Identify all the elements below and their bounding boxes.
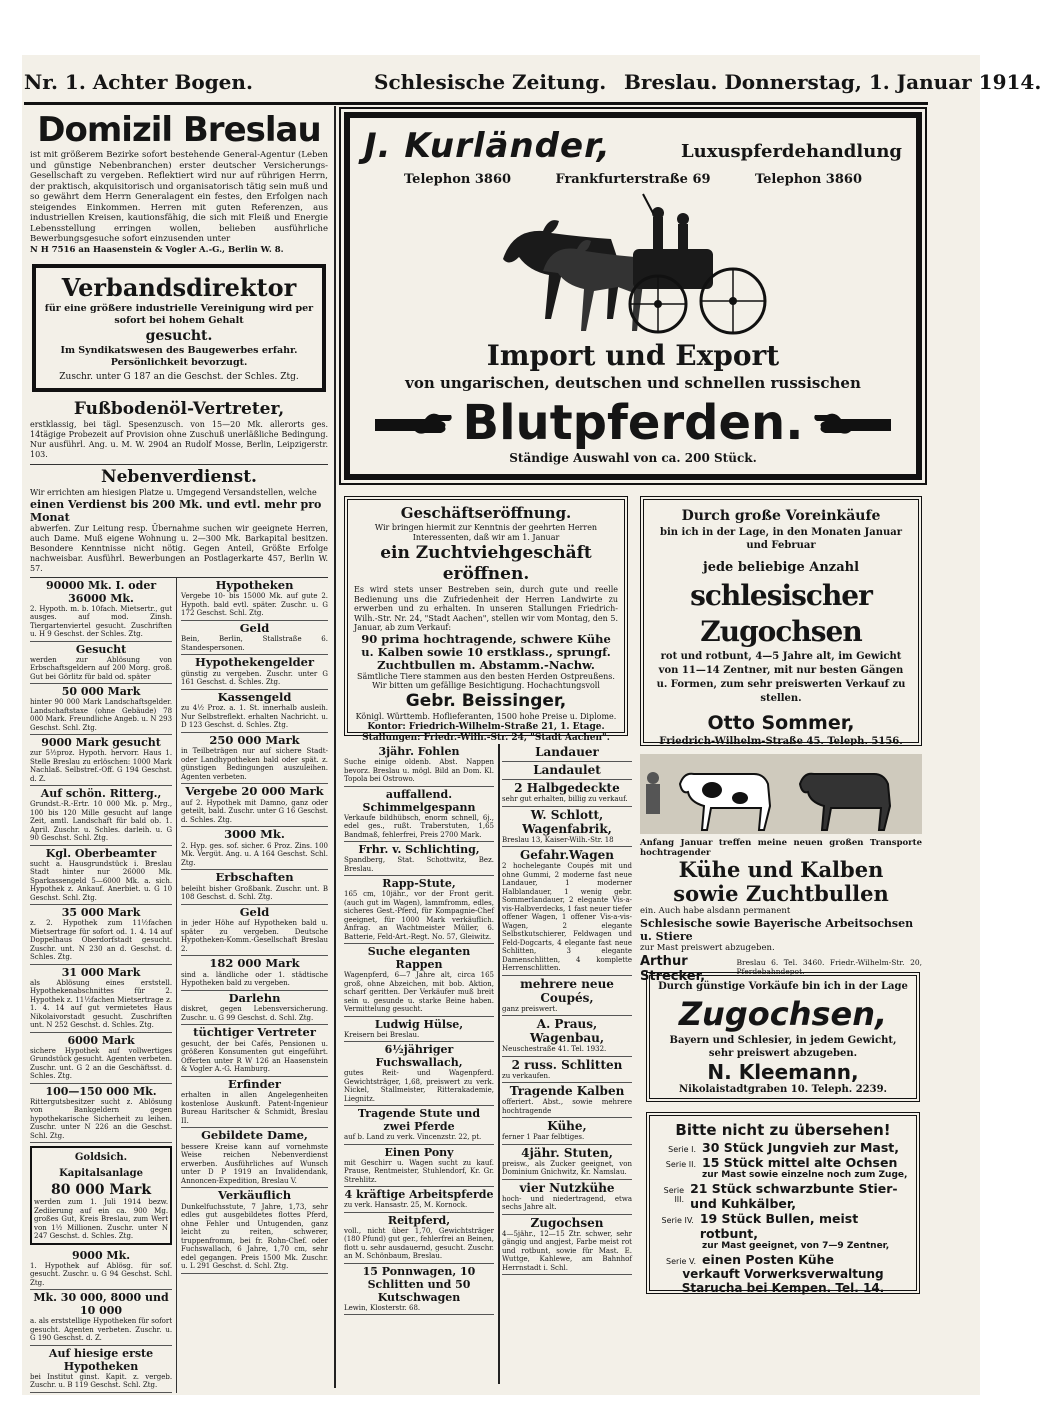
neben-ad bbox=[30, 464, 328, 574]
kurlaender-sub: von ungarischen, deutschen und schnellen russischen bbox=[405, 374, 861, 392]
classified-ad-text: sucht a. Hausgrundstück i. Breslau Stadt hinter nur 26000 Mk. Sparkassengeld 5—6000 Mk. a. sich. Hypothek z. Ankauf. Anerbiet. u. G 10 Geschst. Schl. Ztg. bbox=[30, 859, 173, 902]
classified-ad-headline: Ludwig Hülse, bbox=[374, 1017, 464, 1031]
classified-ad-text: 2. Hypoth. m. b. 10fach. Mietsertr., gut ausges. auf mod. Zinsh. Tiergartenviertel gesucht. Zuschriften u. H 9 Geschst. der Schles. Ztg. bbox=[30, 604, 173, 638]
classified-ad-text: bessere Kreise kann auf vornehmste Weise reichen Nebenverdienst erwerben. Ausführliches auf Wunsch unter D P 1919 an Invalidendank, Annoncen-Expedition, Breslau V. bbox=[181, 1142, 328, 1185]
classified-ad bbox=[30, 578, 172, 642]
classified-ad-headline: 50 000 Mark bbox=[61, 685, 141, 698]
classified-ad-text: zur 5½proz. Hypoth. hervorr. Haus 1. Stelle Breslau zu erlöschen: 1000 Mark Nachlaß. Selbstref.-Off. G 194 Geschst. d. Z. bbox=[30, 749, 173, 783]
classified-ad-text: beleiht bisher Großbank. Zuschr. unt. B 108 Geschst. d. Schl. Ztg. bbox=[181, 884, 328, 901]
classified-ad-headline: tüchtiger Vertreter bbox=[193, 1025, 316, 1039]
classified-ad bbox=[30, 846, 172, 906]
classified-ad-headline: Vergebe 20 000 Mark bbox=[185, 784, 324, 798]
classified-ad-text: voll., nicht über 1,70, Gewichtsträger (180 Pfund) gut ger., fehlerfrei an Beinen, flott u. sehr ausdauernd, gesucht. Zuschr. an M. Schönbaum, Breslau. bbox=[344, 1226, 494, 1260]
bitte-title: Bitte nicht zu übersehen! bbox=[675, 1121, 891, 1139]
classified-ad bbox=[181, 690, 328, 733]
kurlaender-contact-row bbox=[364, 172, 902, 187]
classified-ad-text: in jeder Höhe auf Hypotheken bald u. später zu vergeben. Deutsche Hypotheken-Komm.-Gesellschaft Breslau 2. bbox=[181, 919, 328, 953]
classified-ad-text: 1. Hypothek auf Ablösg. für sof. gesucht. Zuschr. u. G 94 Geschst. Schl. Ztg. bbox=[30, 1261, 173, 1287]
classified-ad-headline: Zugochsen bbox=[530, 1215, 604, 1230]
classified-ad-text: Verkaufe bildhübsch, enorm schnell, 6j., edel ges., rußt. Traberstuten, 1,65 Bandmaß, fehlerfrei, Preis 2700 Mark. bbox=[344, 813, 494, 839]
classified-ad-headline: Hypothekengelder bbox=[195, 655, 315, 669]
classified-ad-text: mit Geschirr u. Wagen sucht zu kauf. Prause, Rentmeister, Stuhlendorf, Kr. Gr. Strehlitz. bbox=[344, 1158, 494, 1184]
kurlaender-trade: Luxuspferdehandlung bbox=[680, 141, 902, 162]
classified-ad-headline: Geld bbox=[239, 620, 270, 635]
bitte-serie: Serie IV. bbox=[661, 1216, 694, 1225]
kurlaender-name: J. Kurländer, bbox=[364, 126, 611, 166]
classified-ad bbox=[181, 621, 328, 656]
fuss-title: Fußbodenöl-Vertreter, bbox=[73, 398, 285, 419]
horse-carriage-illustration bbox=[483, 189, 783, 339]
classified-ad-headline: Reitpferd, bbox=[387, 1213, 451, 1227]
kurlaender-import: Import und Export bbox=[486, 339, 780, 372]
classified-ad-headline: Frhr. v. Schlichting, bbox=[358, 843, 480, 856]
bitte-text: 30 Stück Jungvieh zur Mast, bbox=[702, 1140, 899, 1155]
bitte-text: zur Mast sowie einzelne noch zum Zuge, bbox=[702, 1170, 908, 1180]
classified-ad-text: gutes Reit- und Wagenpferd. Gewichtsträger, 1,68, preiswert zu verk. Nickel, Stallmeister, Ritterakademie, Liegnitz. bbox=[344, 1069, 494, 1103]
classified-ad-text: preisw., als Zucker geeignet, von Dominium Gnichwitz, Kr. Namslau. bbox=[502, 1159, 632, 1176]
classified-ad bbox=[502, 1057, 632, 1084]
classified-ad bbox=[181, 733, 328, 785]
classified-ad bbox=[30, 642, 172, 685]
domizil-ad bbox=[30, 110, 328, 256]
small-ads-rule bbox=[176, 578, 177, 1393]
classified-ad-text: hoch- und niedertragend, etwa sechs Jahre alt. bbox=[502, 1194, 632, 1211]
classified-ad-headline: Landaulet bbox=[533, 763, 601, 777]
kleemann-line: Bayern und Schlesier, in jedem Gewicht, sehr preiswert abzugeben. bbox=[669, 1035, 897, 1059]
classified-ad-text: Spandberg, Stat. Schottwitz, Bez. Breslau. bbox=[344, 856, 494, 873]
bitte-rows bbox=[658, 1140, 908, 1267]
classified-ad bbox=[30, 786, 172, 846]
classified-ad-text: diskret, gegen Lebensversicherung. Zuschr. u. G 99 Geschst. d. Schl. Ztg. bbox=[181, 1005, 328, 1022]
strecker-firm: Arthur Strecker, bbox=[640, 954, 706, 984]
classified-ad-text: 165 cm, 10jähr., vor der Front gerit. (auch gut im Wagen), lammfromm, edles, sicheres Gest.-Pferd, für Kompagnie-Chef geeignet, für 1000 Mark verkäuflich. Anfrag. an Wachtmeister Müller, 6. Batterie, Feld-Art.-Regt. No. 57, Gleiwitz. bbox=[344, 890, 494, 941]
gold-ad-title: Goldsich. Kapitalsanlage bbox=[59, 1152, 143, 1179]
classified-ad bbox=[30, 684, 172, 735]
verband-title: Verbandsdirektor bbox=[61, 272, 297, 302]
classified-ad-text: z. 2. Hypothek zum 11½fachen Mietsertrage für sofort od. 1. 4. 14 auf Doppelhaus Oberdorfstadt gesucht. Zuschr. unt. N 230 an d. Geschst. d. Schles. Ztg. bbox=[30, 919, 173, 961]
classified-ad-headline: 100—150 000 Mk. bbox=[45, 1084, 157, 1098]
classified-ad-text: werden zur Ablösung von Erbschaftsgeldern auf 200 Morg. groß. Gut bei Görlitz für bald od. später bbox=[30, 655, 173, 681]
classified-ad-text: hinter 90 000 Mark Landschaftsgelder. Landschaftstaxe (ohne Gebäude) 78 000 Mark. Freundliche Angeb. u. N 293 Geschst. Schl. Ztg. bbox=[30, 698, 173, 732]
kleemann-lead: Durch günstige Vorkäufe bin ich in der Lage bbox=[658, 981, 908, 992]
classified-ad bbox=[502, 744, 632, 762]
classified-ad-headline: Gebildete Dame, bbox=[201, 1128, 308, 1142]
classified-ad bbox=[502, 847, 632, 976]
classified-ad-text: günstig zu vergeben. Zuschr. unter G 161 Geschst. d. Schles. Ztg. bbox=[181, 669, 328, 686]
strecker-big1: Kühe und Kalben bbox=[678, 857, 884, 882]
classified-ad-text: Kreisern bei Breslau. bbox=[344, 1030, 420, 1039]
classified-ad-headline: 6½jähriger Fuchswallach, bbox=[375, 1043, 463, 1069]
classified-ad-headline: Landauer bbox=[535, 745, 599, 759]
classified-ad-text: in Teilbeträgen nur auf sichere Stadt- oder Landhypotheken bald oder spät. z. günstigen Bedingungen auszuleihen. Agenten verbeten. bbox=[181, 747, 328, 781]
classified-ad bbox=[181, 1025, 328, 1077]
bitte-text: 21 Stück schwarzbunte Stier- und Kuhkälber, bbox=[690, 1181, 898, 1211]
classified-ad-headline: 31 000 Mark bbox=[61, 965, 141, 979]
verband-line1: für eine größere industrielle Vereinigung wird per sofort bei hohem Gehalt bbox=[44, 302, 314, 326]
classified-ad-text: erhalten in allen Angelegenheiten kostenlose Auskunft. Patent-Ingenieur Bureau Haritscher & Schmidt, Breslau II. bbox=[181, 1091, 328, 1125]
classified-ad bbox=[30, 965, 172, 1033]
beissinger-body: Es wird stets unser Bestreben sein, durch gute und reelle Bedienung uns die Zufriedenheit der Herren Landwirte zu erwerben und zu erhalten. In unseren Stallungen Friedrich-Wilh.-Str. Nr. 24, "Stadt Aachen", stellen wir vom Montag, den 5. Januar, ab zum Verkauf: bbox=[354, 585, 618, 632]
classified-ad-text: Grundst.-R.-Ertr. 10 000 Mk. p. Mrg., 100 bis 120 Mille gesucht auf lange Zeit, amtl. Landschaft für bald ob. 1. April. Zuschr. u. Schles. darleih. u. G 90 Geschst. Schl. Ztg. bbox=[30, 800, 173, 842]
classified-ad-text: Rittergutsbesitzer sucht z. Ablösung von Bankgeldern gegen hypothekarische Sicherheit zu leihen. Zuschr. unter N 226 an die Geschst. Schl. Ztg. bbox=[30, 1097, 173, 1140]
sommer-ad bbox=[640, 496, 922, 746]
classified-ad-text: Neuschestraße 41. Tel. 1932. bbox=[502, 1045, 607, 1053]
classified-ad-headline: 9000 Mark gesucht bbox=[41, 736, 161, 749]
classified-ad-text: Wagenpferd, 6—7 Jahre alt, circa 165 groß, ohne Abzeichen, mit bob. Aktion, scharf geritten. Der Verkäufer muß breit sein u. gesunde u. starke Beine haben. Vermittelung gesucht. bbox=[344, 971, 494, 1013]
classified-ad-headline: vier Nutzkühe bbox=[519, 1180, 615, 1195]
classified-ad-headline: mehrere neue Coupés, bbox=[520, 976, 614, 1005]
kurlaender-stand: Ständige Auswahl von ca. 200 Stück. bbox=[509, 451, 757, 465]
bitte-row bbox=[658, 1181, 908, 1211]
classified-ad bbox=[181, 956, 328, 991]
beissinger-title: Geschäftseröffnung. bbox=[400, 504, 572, 522]
kurlaender-blut: Blutpferden. bbox=[462, 395, 804, 451]
classified-ad bbox=[30, 1084, 172, 1144]
bitte-text: einen Posten Kühe bbox=[702, 1252, 835, 1267]
classified-ad-headline: 6000 Mark bbox=[67, 1033, 135, 1047]
classified-ad bbox=[344, 1042, 494, 1106]
beissinger-bold: 90 prima hochtragende, schwere Kühe u. Kalben sowie 10 erstklass., sprungf. Zuchtbullen m. Abstamm.-Nachw. bbox=[361, 631, 611, 672]
beissinger-firm: Gebr. Beissinger, bbox=[405, 690, 567, 711]
classified-ad-headline: 2 Halbgedeckte bbox=[514, 781, 620, 795]
bitte-serie: Serie II. bbox=[665, 1160, 696, 1169]
verband-gesucht: gesucht. bbox=[145, 327, 213, 344]
classified-ad-text: ganz preiswert. bbox=[502, 1004, 558, 1013]
bitte-row bbox=[658, 1211, 908, 1241]
classified-ad-headline: Auf hiesige erste Hypotheken bbox=[48, 1346, 154, 1373]
classified-ad bbox=[181, 784, 328, 827]
sommer-addr: Friedrich-Wilhelm-Straße 45. Teleph. 5156. bbox=[659, 736, 903, 747]
classified-ad-headline: 2 russ. Schlitten bbox=[511, 1057, 623, 1072]
classified-ad bbox=[181, 991, 328, 1026]
classified-ad-text: Breslau 13, Kaiser-Wilh.-Str. 18 bbox=[502, 835, 614, 844]
classified-ad-headline: Gesucht bbox=[75, 642, 127, 656]
sommer-big: schlesischer Zugochsen bbox=[690, 579, 872, 648]
classified-ad-headline: Tragende Stute und zwei Pferde bbox=[357, 1107, 481, 1133]
sommer-line4: rot und rotbunt, 4—5 Jahre alt, im Gewicht von 11—14 Zentner, mit nur besten Gängen u. Formen, zum sehr preiswerten Verkauf zu stellen. bbox=[656, 651, 906, 704]
classified-ad-headline: Kühe, bbox=[547, 1119, 587, 1133]
kurlaender-ad bbox=[344, 112, 922, 480]
classified-ad-headline: Auf schön. Ritterg., bbox=[40, 787, 162, 800]
classified-ad-headline: 3000 Mk. bbox=[224, 827, 285, 841]
beissinger-ad bbox=[344, 496, 628, 743]
classified-ad bbox=[30, 1290, 172, 1346]
classified-ad-text: zu verk. Hansastr. 25, M. Kornock. bbox=[344, 1201, 468, 1209]
kurlaender-street: Frankfurterstraße 69 bbox=[555, 172, 711, 187]
classified-ad-text: zu verkaufen. bbox=[502, 1071, 551, 1080]
classified-ad-headline: 90000 Mk. I. oder 36000 Mk. bbox=[45, 578, 157, 605]
classified-ad bbox=[502, 1180, 632, 1215]
classified-ad bbox=[181, 578, 328, 621]
classified-ad bbox=[344, 787, 494, 843]
strecker-note2: zur Mast preiswert abzugeben. bbox=[640, 943, 775, 953]
classified-ad bbox=[344, 1213, 494, 1264]
horse-ads-column bbox=[344, 744, 494, 1394]
classified-ad-text: bei Institut ginst. Kapit. z. vergeb. Zuschr. u. B 119 Geschst. Schl. Ztg. bbox=[30, 1372, 173, 1389]
classified-ad bbox=[344, 744, 494, 787]
bitte-row bbox=[658, 1170, 908, 1181]
bitte-serie: Serie III. bbox=[663, 1186, 685, 1204]
bitte-row bbox=[658, 1155, 908, 1170]
classified-ad-text: 4—5jähr., 12—15 Ztr. schwer, sehr gängig und angjest, Farbe meist rot und rotbunt, sowie für Mast. E. Wuttge, Kahlewe, am Bahnhof Herrnstadt i. Schl. bbox=[502, 1229, 632, 1272]
classified-ad bbox=[30, 905, 172, 965]
classified-ad-headline: 4 kräftige Arbeitspferde bbox=[344, 1188, 494, 1201]
sommer-line1: Durch große Voreinkäufe bbox=[681, 508, 881, 524]
classified-ad-text: a. als erststellige Hypotheken für sofort gesucht. Agenten verbeten. Zuschr. u. G 190 Geschst. d. Z. bbox=[30, 1317, 173, 1342]
classified-ad-text: ferner 1 Paar felbtiges. bbox=[502, 1133, 585, 1141]
strecker-big2: sowie Zuchtbullen bbox=[673, 881, 889, 906]
classified-ad bbox=[502, 976, 632, 1017]
classified-ad-text: Vergebe 10- bis 15000 Mk. auf gute 2. Hypoth. bald evtl. später. Zuschr. u. G 172 Geschst. Schl. Ztg. bbox=[181, 592, 328, 617]
classified-ad-headline: Tragende Kalben bbox=[509, 1084, 625, 1098]
classified-ad-text: zu 4½ Proz. a. 1. St. innerhalb ausleih. Nur Selbstreflekt. erhalten Nachricht. u. D 123 Geschst. d. Schles. Ztg. bbox=[181, 704, 328, 729]
neben-body: abwerfen. Zur Leitung resp. Übernahme suchen wir geeignete Herren, auch Dame. Muß eigene Wohnung u. 2—300 Mk. Barkapital besitzen. Besondere Kenntnisse nicht nötig. Gegen Anteil, Größte Erfolge nachweisbar. Ausführl. Bewerbungen an Postlagerkarte 457, Berlin W. 57. bbox=[30, 523, 328, 573]
bitte-place: Starucha bei Kempen. Tel. 14. bbox=[681, 1281, 885, 1295]
kurlaender-tel-left: Telephon 3860 bbox=[404, 172, 512, 187]
classified-ad bbox=[181, 1077, 328, 1129]
classified-ad-headline: Erbschaften bbox=[215, 870, 294, 884]
pointing-hand-right-icon bbox=[373, 409, 453, 437]
kurlaender-title-row bbox=[364, 126, 902, 166]
beissinger-addr3: Stallungen: Friedr.-Wilh.-Str. 24, "Stadt Aachen". bbox=[362, 732, 610, 743]
classified-ad bbox=[30, 1248, 172, 1291]
classified-ad-headline: Kgl. Oberbeamter bbox=[45, 846, 157, 860]
kleemann-big: Zugochsen, bbox=[678, 995, 888, 1033]
kleemann-firm: N. Kleemann, bbox=[707, 1060, 859, 1084]
classified-ad-text: auf b. Land zu verk. Vincenzstr. 22, pt. bbox=[344, 1133, 482, 1141]
classified-ad-headline: Mk. 30 000, 8000 und 10 000 bbox=[33, 1291, 169, 1317]
gold-ad bbox=[30, 1146, 172, 1245]
classified-ad bbox=[344, 876, 494, 944]
strecker-note: ein. Auch habe alsdann permanent bbox=[640, 906, 791, 916]
bitte-vk: verkauft Vorwerksverwaltung bbox=[682, 1267, 884, 1281]
classified-ad bbox=[181, 655, 328, 690]
classified-ad bbox=[30, 735, 172, 786]
classified-ad bbox=[30, 1033, 172, 1084]
classified-ad bbox=[502, 1016, 632, 1057]
issue-number: Nr. 1. Achter Bogen. bbox=[24, 70, 253, 94]
classified-ad-headline: Kassengeld bbox=[217, 689, 292, 704]
classified-ad bbox=[181, 827, 328, 870]
fuss-body: erstklassig, bei tägl. Spesenzusch. von 15—20 Mk. allerorts ges. 14tägige Probezeit auf Provision ohne Zuschuß unerläßliche Bedingung. Nur ausführl. Ang. u. M. W. 2904 an Rudolf Mosse, Berlin, Leipzigerstr. 103. bbox=[30, 419, 328, 459]
classified-ad-text: Dunkelfuchsstute, 7 Jahre, 1,73, sehr edles gut ausgebildetes flottes Pferd, ohne Fehler und Untugenden, ganz leicht zu reiten, schwerer, truppenfromm, bei fr. Rohn-Chef. oder Fuchswallach, 6 Jahre, 1,70 cm, sehr edel gegangen. Preis 1500 Mk. Zuschr. u. L 291 Geschst. d. Schl. Ztg. bbox=[181, 1202, 328, 1270]
classified-ad bbox=[502, 780, 632, 807]
small-ads-right bbox=[181, 578, 328, 1393]
kurlaender-blut-row bbox=[364, 395, 902, 451]
classified-ad bbox=[344, 944, 494, 1017]
beissinger-addr2: Kontor: Friedrich-Wilhelm-Straße 21, 1. Etage. bbox=[367, 721, 605, 732]
bitte-row bbox=[658, 1252, 908, 1267]
classified-ad-headline: Geld bbox=[239, 904, 270, 919]
classified-ad bbox=[181, 1128, 328, 1188]
classified-ad bbox=[344, 1264, 494, 1316]
kurlaender-tel-right: Telephon 3860 bbox=[754, 172, 862, 187]
classified-ad bbox=[344, 1017, 494, 1043]
column-rule bbox=[334, 106, 336, 1388]
classified-ad-headline: 182 000 Mark bbox=[209, 956, 300, 970]
classified-ad-headline: 4jähr. Stuten, bbox=[521, 1145, 613, 1160]
classified-ad bbox=[181, 870, 328, 905]
classified-ad-headline: Rapp-Stute, bbox=[382, 877, 456, 890]
classified-ad-headline: 250 000 Mark bbox=[209, 732, 300, 747]
classified-ad-text: auf 2. Hypothek mit Damno, ganz oder geteilt, bald. Zuschr. unter G 16 Geschst. d. Schles. Ztg. bbox=[181, 798, 328, 824]
pointing-hand-left-icon bbox=[813, 409, 893, 437]
classified-ad bbox=[502, 1118, 632, 1145]
bitte-text: 15 Stück mittel alte Ochsen bbox=[702, 1155, 898, 1170]
beissinger-big: ein Zuchtviehgeschäft eröffnen. bbox=[380, 543, 592, 584]
gold-ad-body: werden zum 1. Juli 1914 bezw. Zediierung auf ein ca. 900 Mg. großes Gut, Kreis Breslau, zum Wert von 1½ Millionen. Zuschr. unter N 247 Geschst. d. Schles. Ztg. bbox=[34, 1198, 169, 1240]
classified-ad-headline: Darlehn bbox=[228, 990, 281, 1005]
classified-ad-headline: Suche eleganten Rappen bbox=[367, 945, 471, 971]
classified-ad bbox=[30, 1346, 172, 1393]
strecker-addr: Breslau 6. Tel. 3460. Friedr.-Wilhelm-Str. 20, Pferdebahndepot. bbox=[736, 958, 922, 976]
sommer-line2: bin ich in der Lage, in den Monaten Januar und Februar bbox=[659, 527, 903, 551]
bitte-ad bbox=[646, 1112, 920, 1294]
classified-ad bbox=[344, 842, 494, 876]
classified-ad-text: Bein, Berlin, Stallstraße 6. Standespersonen. bbox=[181, 635, 328, 652]
classified-ad-headline: 9000 Mk. bbox=[71, 1248, 131, 1262]
classified-ad-text: gesucht, der bei Cafés, Pensionen u. größeren Konsumenten gut eingeführt. Offerten unter R W 126 an Haasenstein & Vogler A.-G. Hamburg. bbox=[181, 1039, 328, 1073]
kleemann-addr: Nikolaistadtgraben 10. Teleph. 2239. bbox=[678, 1084, 888, 1095]
domizil-headline: Domizil Breslau bbox=[37, 110, 321, 150]
bitte-text: zur Mast geeignet, von 7—9 Zentner, bbox=[702, 1241, 890, 1251]
classified-ad bbox=[181, 905, 328, 957]
classified-ad-headline: Einen Pony bbox=[384, 1145, 454, 1159]
strecker-line: Schlesische sowie Bayerische Arbeitsochsen u. Stiere bbox=[640, 917, 914, 943]
classified-ad-text: 2 hochelegante Coupés mit und ohne Gummi, 2 moderne fast neue Landauer, 1 moderner Halblandauer, 1 wenig gebr. Sommerlandauer, 2 elegante Vis-a-vis-Halbverdecks, 1 fast neuer tiefer offener Wagen, 1 offener Vis-a-vis-Wagen, 2 elegante Selbstkutschierer, Feldwagen und Feld-Dogcarts, 4 elegante fast neue Schlitten, 3 elegante Damenschlitten, 4 komplette Herrenschlitten. bbox=[502, 862, 632, 972]
classified-ad-headline: W. Schlott, Wagenfabrik, bbox=[522, 807, 612, 836]
classified-ad-headline: Gefahr.Wagen bbox=[520, 848, 614, 862]
classified-ad-headline: 15 Ponnwagen, 10 Schlitten und 50 Kutschwagen bbox=[362, 1264, 476, 1304]
classified-ad-text: Suche einige oldenb. Abst. Nappen bevorz. Breslau u. mögl. Bild an Dom. Kl. Topola bei Ostrowo. bbox=[344, 758, 494, 783]
neben-title: Nebenverdienst. bbox=[101, 466, 257, 487]
classified-ad bbox=[502, 1083, 632, 1118]
sommer-line3: jede beliebige Anzahl bbox=[702, 560, 860, 575]
classified-ad-text: sind a. ländliche oder 1. städtische Hypotheken bald zu vergeben. bbox=[181, 970, 328, 987]
classified-ad-headline: auffallend. Schimmelgespann bbox=[362, 787, 476, 814]
classified-ad bbox=[344, 1187, 494, 1213]
small-ads-area bbox=[30, 577, 328, 1393]
classified-ad-text: offeriert. Abst., sowie mehrere hochtragende bbox=[502, 1098, 632, 1115]
wagon-ads-column bbox=[502, 744, 632, 1394]
verband-reply: Zuschr. unter G 187 an die Geschst. der Schles. Ztg. bbox=[59, 371, 299, 382]
kleemann-ad bbox=[646, 972, 920, 1102]
classified-ad-headline: A. Praus, Wagenbau, bbox=[529, 1017, 605, 1045]
classified-ad-headline: Hypotheken bbox=[215, 577, 294, 592]
small-ads-left bbox=[30, 578, 172, 1393]
classified-ad bbox=[502, 1215, 632, 1276]
classified-ad bbox=[502, 807, 632, 848]
gold-ad-amount: 80 000 Mark bbox=[50, 1182, 152, 1198]
cows-illustration bbox=[640, 754, 922, 834]
classified-ad-headline: Verkäuflich bbox=[217, 1188, 292, 1202]
strecker-lead: Anfang Januar treffen meine neuen großen Transporte hochtragender bbox=[640, 838, 922, 858]
classified-ad-headline: 3jähr. Fohlen bbox=[378, 745, 460, 758]
classified-ad-text: 2. Hyp. ges. sof. sicher. 6 Proz. Zins. 100 Mk. Vergüt. Ang. u. A 164 Geschst. Schl. Ztg. bbox=[181, 841, 328, 867]
classified-ad-headline: 35 000 Mark bbox=[61, 906, 141, 919]
classified-ad-text: sichere Hypothek auf vollwertiges Grundstück gesucht. Agenten verbeten. Zuschr. unt. G 2 an die Geschäftsst. d. Schles. Ztg. bbox=[30, 1046, 173, 1080]
classified-ad-text: als Ablösung eines erststell. Hypothekenabschnittes für 2. Hypothek z. 11½fachen Mietsertrage z. 1. 4. 14 auf gut vermietetes Haus Nikolaivorstadt gesucht. Zuschriften unt. N 252 Geschst. d. Schles. Ztg. bbox=[30, 978, 173, 1029]
classified-ad bbox=[502, 762, 632, 780]
classified-ad bbox=[181, 1188, 328, 1274]
bitte-text: 19 Stück Bullen, meist rotbunt, bbox=[699, 1211, 859, 1241]
beissinger-intro: Wir bringen hiermit zur Kenntnis der geehrten Herren Interessenten, daß wir am 1. Januar bbox=[374, 523, 598, 542]
bitte-row bbox=[658, 1140, 908, 1155]
fuss-ad bbox=[30, 398, 328, 460]
verband-ad bbox=[32, 264, 326, 392]
domizil-code: N H 7516 an Haasenstein & Vogler A.-G., Berlin W. 8. bbox=[30, 244, 284, 255]
verband-line2: Im Syndikatswesen des Baugewerbes erfahr. Persönlichkeit bevorzugt. bbox=[60, 344, 298, 368]
sommer-firm: Otto Sommer, bbox=[707, 712, 855, 734]
classified-ad-text: Lewin, Klosterstr. 68. bbox=[344, 1303, 421, 1312]
classified-ad bbox=[502, 1145, 632, 1180]
neben-bold: einen Verdienst bis 200 Mk. und evtl. mehr pro Monat bbox=[30, 497, 322, 524]
domizil-body: ist mit größerem Bezirke sofort bestehende General-Agentur (Leben und günstige Nebenbranchen) erster deutscher Versicherungs-Gesellschaft zu vergeben. Reflektiert wird nur auf rührigen Herrn, der praktisch, akquisitorisch und organisatorisch tätig sein muß und so gewährt dem Herrn Generalagent ein festes, den Erfolgen nach steigendes Einkommen. Herren mit guten Referenzen, aus industriellen Kreisen, kautionsfähig, die sich mit Fleiß und Energie Lebensstellung erringen wollen, belieben ausführliche Bewerbungsgesuche sofort einzusenden unter bbox=[30, 150, 328, 244]
classified-ad-text: sehr gut erhalten, billig zu verkauf. bbox=[502, 795, 628, 803]
bitte-serie: Serie I. bbox=[668, 1145, 696, 1154]
classified-ad bbox=[344, 1145, 494, 1188]
newspaper-title: Schlesische Zeitung. bbox=[374, 70, 607, 94]
header-rule bbox=[24, 102, 928, 105]
beissinger-addr1: Königl. Württemb. Hoflieferanten, 1500 hohe Preise u. Diplome. bbox=[355, 711, 617, 721]
classified-ad-headline: Erfinder bbox=[228, 1076, 281, 1091]
column-rule-2 bbox=[498, 744, 500, 1384]
bitte-row bbox=[658, 1241, 908, 1252]
masthead bbox=[24, 70, 1041, 100]
left-column bbox=[30, 110, 328, 1390]
neben-lead: Wir errichten am hiesigen Platze u. Umgegend Versandstellen, welche bbox=[30, 487, 317, 497]
dateline: Breslau. Donnerstag, 1. Januar 1914. bbox=[624, 70, 1041, 94]
strecker-ad bbox=[640, 754, 922, 984]
bitte-serie: Serie V. bbox=[666, 1257, 696, 1266]
classified-ad bbox=[344, 1106, 494, 1145]
beissinger-note: Sämtliche Tiere stammen aus den besten Herden Ostpreußens. Wir bitten um gefällige Besichtigung. Hochachtungsvoll bbox=[357, 671, 615, 690]
